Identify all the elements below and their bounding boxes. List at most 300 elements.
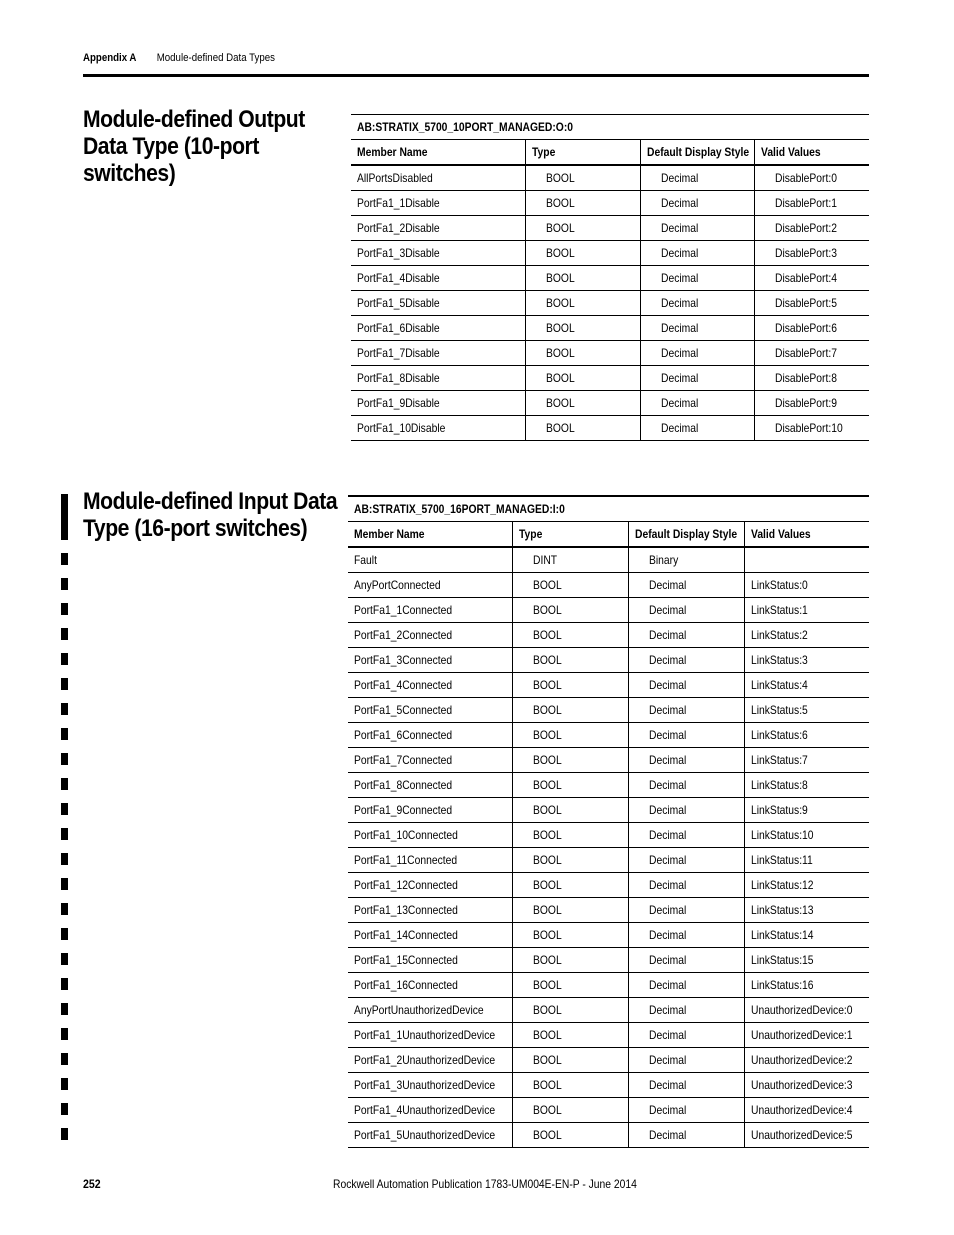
table-cell [628, 973, 744, 998]
table-cell [640, 391, 754, 416]
table-cell-text: Decimal [648, 578, 686, 592]
publication-info: Rockwell Automation Publication 1783-UM004E-EN-P - June 2014 [333, 1177, 637, 1191]
table-cell [525, 216, 640, 241]
table-cell-text: BOOL [532, 978, 562, 992]
table-cell [754, 216, 869, 241]
table-row [348, 773, 869, 798]
table-cell [348, 998, 512, 1023]
table-cell [640, 241, 754, 266]
table-cell [744, 773, 869, 798]
table-cell-text: AllPortsDisabled [357, 171, 433, 185]
table-cell-text: AnyPortConnected [354, 578, 441, 592]
table-cell [348, 1073, 512, 1098]
change-bar-dash [61, 1103, 68, 1115]
table-cell [348, 1048, 512, 1073]
table-cell [525, 241, 640, 266]
table-cell-text: BOOL [532, 653, 562, 667]
column-header-text: Default Display Style [634, 527, 737, 541]
table-cell [348, 1023, 512, 1048]
table-cell-text: PortFa1_1Connected [354, 603, 453, 617]
table-cell [754, 266, 869, 291]
table-cell [348, 923, 512, 948]
table-cell [512, 573, 628, 598]
table-cell-text: PortFa1_7Disable [357, 346, 440, 360]
table-cell-text: PortFa1_16Connected [354, 978, 458, 992]
change-bar-dash [61, 1028, 68, 1040]
table-cell-text: BOOL [545, 171, 575, 185]
table-cell-text: BOOL [532, 1028, 562, 1042]
table-cell [744, 547, 869, 573]
table-cell-text: PortFa1_3Disable [357, 246, 440, 260]
table-cell [744, 798, 869, 823]
table-cell [744, 623, 869, 648]
table-cell-text: Decimal [648, 828, 686, 842]
column-header [525, 140, 640, 166]
change-bar-dash [61, 803, 68, 815]
table-cell-text: LinkStatus:14 [750, 928, 814, 942]
table-cell-text: BOOL [532, 578, 562, 592]
table-cell-text: PortFa1_13Connected [354, 903, 458, 917]
table-cell [348, 848, 512, 873]
change-bar-dash [61, 853, 68, 865]
table-cell-text: PortFa1_10Disable [357, 421, 446, 435]
column-header-text: Type [518, 527, 542, 541]
table-cell-text: DisablePort:9 [774, 396, 837, 410]
table-cell [628, 673, 744, 698]
table-cell-text: Decimal [660, 321, 698, 335]
table-cell-text: DisablePort:3 [774, 246, 837, 260]
table-cell [744, 848, 869, 873]
table-cell [512, 848, 628, 873]
table-row [351, 191, 869, 216]
table-row [348, 948, 869, 973]
table-cell [744, 973, 869, 998]
table-cell [628, 1073, 744, 1098]
table-cell [754, 366, 869, 391]
table-caption [351, 115, 869, 140]
table-cell-text: LinkStatus:15 [750, 953, 814, 967]
table-cell-text: PortFa1_5Connected [354, 703, 453, 717]
table-caption [348, 496, 869, 522]
table-cell [754, 341, 869, 366]
table-cell [348, 723, 512, 748]
table-row [351, 165, 869, 191]
table-cell-text: Decimal [660, 296, 698, 310]
table-cell-text: LinkStatus:4 [750, 678, 808, 692]
table-cell-text: AnyPortUnauthorizedDevice [354, 1003, 484, 1017]
table-cell [351, 216, 525, 241]
table-cell [744, 1123, 869, 1148]
table-cell-text: DisablePort:2 [774, 221, 837, 235]
table-cell [628, 773, 744, 798]
table-cell [348, 823, 512, 848]
table-cell [351, 416, 525, 441]
table-cell-text: BOOL [545, 196, 575, 210]
table-cell-text: Decimal [648, 728, 686, 742]
table-cell [744, 698, 869, 723]
table-cell [348, 773, 512, 798]
table-cell-text: LinkStatus:9 [750, 803, 808, 817]
table-cell [640, 216, 754, 241]
table-cell [351, 341, 525, 366]
table-cell-text: Decimal [648, 978, 686, 992]
table-cell [512, 823, 628, 848]
table-cell [525, 416, 640, 441]
table-cell [525, 165, 640, 191]
table-cell-text: Decimal [648, 628, 686, 642]
table-cell [640, 165, 754, 191]
table-cell-text: BOOL [532, 828, 562, 842]
table-cell [754, 291, 869, 316]
table-cell-text: LinkStatus:7 [750, 753, 808, 767]
table-cell [628, 698, 744, 723]
table-cell-text: BOOL [532, 628, 562, 642]
column-header-text: Valid Values [760, 145, 821, 159]
table-cell-text: PortFa1_12Connected [354, 878, 458, 892]
table-cell [348, 673, 512, 698]
table-row [351, 316, 869, 341]
table-cell-text: Fault [354, 553, 377, 567]
table-row [351, 291, 869, 316]
table-cell [744, 898, 869, 923]
table-cell-text: DisablePort:0 [774, 171, 837, 185]
table-cell [512, 698, 628, 723]
table-row [348, 698, 869, 723]
table-cell-text: BOOL [545, 246, 575, 260]
table-cell [744, 998, 869, 1023]
table-cell [628, 1098, 744, 1123]
table-cell [512, 723, 628, 748]
table-cell-text: UnauthorizedDevice:1 [750, 1028, 853, 1042]
table-cell [628, 823, 744, 848]
table-cell [628, 873, 744, 898]
table-cell-text: PortFa1_1UnauthorizedDevice [354, 1028, 496, 1042]
table-cell [640, 341, 754, 366]
table-cell-text: Decimal [648, 878, 686, 892]
table-cell-text: Decimal [648, 753, 686, 767]
table-cell [628, 748, 744, 773]
header-rule [83, 74, 869, 77]
table-cell-text: Decimal [660, 196, 698, 210]
change-bar-dash [61, 653, 68, 665]
table-cell-text: PortFa1_2Disable [357, 221, 440, 235]
table-cell-text: LinkStatus:13 [750, 903, 814, 917]
table-cell-text: Decimal [648, 653, 686, 667]
table-row [351, 216, 869, 241]
table-cell-text: LinkStatus:8 [750, 778, 808, 792]
table-cell-text: BOOL [532, 803, 562, 817]
table-cell [640, 416, 754, 441]
table-cell [754, 316, 869, 341]
table-cell-text: UnauthorizedDevice:5 [750, 1128, 853, 1142]
table-row [351, 266, 869, 291]
input-section-title: Module-defined Input Data Type (16-port switches) [83, 488, 338, 542]
table-cell [744, 1073, 869, 1098]
change-bar-dash [61, 678, 68, 690]
table-cell-text: Decimal [648, 953, 686, 967]
table-cell-text: PortFa1_9Connected [354, 803, 453, 817]
table-cell [512, 948, 628, 973]
table-cell-text: Decimal [648, 1078, 686, 1092]
table-cell [351, 165, 525, 191]
table-cell-text: UnauthorizedDevice:0 [750, 1003, 853, 1017]
table-cell-text: PortFa1_3UnauthorizedDevice [354, 1078, 496, 1092]
change-bar-dash [61, 778, 68, 790]
table-cell [512, 748, 628, 773]
change-bar-dash [61, 1078, 68, 1090]
column-header [351, 140, 525, 166]
table-cell-text: BOOL [532, 1003, 562, 1017]
table-cell-text: Decimal [648, 703, 686, 717]
table-cell [348, 623, 512, 648]
table-row [348, 573, 869, 598]
table-row [348, 1048, 869, 1073]
table-cell-text: Decimal [648, 903, 686, 917]
table-cell [754, 241, 869, 266]
table-cell [744, 873, 869, 898]
table-cell-text: Decimal [660, 421, 698, 435]
table-row [348, 1098, 869, 1123]
table-cell [744, 948, 869, 973]
table-cell [348, 1098, 512, 1123]
table-cell [512, 1098, 628, 1123]
table-cell-text: BOOL [545, 396, 575, 410]
table-cell [348, 898, 512, 923]
table-cell [348, 1123, 512, 1148]
table-cell [628, 923, 744, 948]
table-cell [640, 366, 754, 391]
table-cell [348, 598, 512, 623]
output-section-title: Module-defined Output Data Type (10-port switches) [83, 106, 305, 187]
table-cell-text: PortFa1_6Disable [357, 321, 440, 335]
table-cell-text: BOOL [545, 271, 575, 285]
change-bar-dash [61, 553, 68, 565]
table-cell [628, 1023, 744, 1048]
change-bar-dash [61, 728, 68, 740]
column-header-text: Default Display Style [646, 145, 749, 159]
table-cell [628, 798, 744, 823]
table-cell [348, 973, 512, 998]
table-row [348, 748, 869, 773]
table-cell-text: PortFa1_2Connected [354, 628, 453, 642]
table-cell [512, 973, 628, 998]
table-cell-text: PortFa1_15Connected [354, 953, 458, 967]
table-row [348, 1073, 869, 1098]
table-cell-text: UnauthorizedDevice:4 [750, 1103, 853, 1117]
change-bar-dash [61, 703, 68, 715]
table-cell-text: BOOL [545, 221, 575, 235]
table-cell-text: PortFa1_6Connected [354, 728, 453, 742]
table-cell [744, 573, 869, 598]
table-cell [744, 748, 869, 773]
table-cell-text: Decimal [660, 271, 698, 285]
table-cell-text: PortFa1_4Connected [354, 678, 453, 692]
table-cell [525, 366, 640, 391]
table-cell [628, 998, 744, 1023]
change-bar-dash [61, 1128, 68, 1140]
table-cell [744, 823, 869, 848]
table-header-row [351, 140, 869, 166]
table-cell-text: Decimal [660, 396, 698, 410]
table-cell [525, 341, 640, 366]
table-cell [744, 1023, 869, 1048]
table-cell [512, 1048, 628, 1073]
table-row [348, 873, 869, 898]
table-caption-text: AB:STRATIX_5700_10PORT_MANAGED:O:0 [357, 120, 574, 134]
change-bar-dash [61, 1053, 68, 1065]
table-cell [744, 1048, 869, 1073]
column-header-text: Member Name [357, 145, 428, 159]
table-cell-text: LinkStatus:2 [750, 628, 808, 642]
table-cell [512, 673, 628, 698]
table-cell [628, 1048, 744, 1073]
table-cell-text: PortFa1_14Connected [354, 928, 458, 942]
table-cell [525, 266, 640, 291]
table-cell [525, 391, 640, 416]
table-cell-text: Decimal [648, 678, 686, 692]
table-row [348, 848, 869, 873]
table-cell [512, 598, 628, 623]
table-cell [351, 191, 525, 216]
table-row [351, 391, 869, 416]
table-cell [640, 291, 754, 316]
column-header [754, 140, 869, 166]
table-cell-text: PortFa1_8Connected [354, 778, 453, 792]
table-cell-text: BOOL [545, 321, 575, 335]
table-cell-text: UnauthorizedDevice:3 [750, 1078, 853, 1092]
table-row [348, 1023, 869, 1048]
table-cell-text: LinkStatus:10 [750, 828, 814, 842]
table-cell [744, 673, 869, 698]
table-row [348, 598, 869, 623]
table-cell [512, 1023, 628, 1048]
table-cell-text: Binary [648, 553, 678, 567]
table-row [351, 366, 869, 391]
change-bar-dash [61, 878, 68, 890]
table-row [348, 547, 869, 573]
table-cell [744, 648, 869, 673]
table-cell-text: PortFa1_9Disable [357, 396, 440, 410]
table-row [348, 923, 869, 948]
table-cell-text: PortFa1_10Connected [354, 828, 458, 842]
table-cell [512, 898, 628, 923]
table-cell [512, 1073, 628, 1098]
table-cell [628, 598, 744, 623]
table-cell-text: DisablePort:1 [774, 196, 837, 210]
table-cell-text: LinkStatus:5 [750, 703, 808, 717]
change-bar-dash [61, 978, 68, 990]
table-cell [628, 723, 744, 748]
table-cell-text: Decimal [648, 778, 686, 792]
table-cell-text: LinkStatus:3 [750, 653, 808, 667]
table-row [351, 341, 869, 366]
table-cell-text: LinkStatus:0 [750, 578, 808, 592]
table-cell [348, 748, 512, 773]
table-cell-text: PortFa1_4UnauthorizedDevice [354, 1103, 496, 1117]
table-cell-text: Decimal [648, 1128, 686, 1142]
table-cell [351, 266, 525, 291]
table-caption-row [348, 496, 869, 522]
table-cell-text: Decimal [648, 1053, 686, 1067]
table-cell [512, 773, 628, 798]
table-row [348, 723, 869, 748]
table-cell-text: LinkStatus:11 [750, 853, 813, 867]
table-cell-text: PortFa1_5UnauthorizedDevice [354, 1128, 496, 1142]
table-row [351, 416, 869, 441]
table-cell [348, 873, 512, 898]
table-row [348, 648, 869, 673]
table-cell-text: PortFa1_5Disable [357, 296, 440, 310]
change-bar-dash [61, 753, 68, 765]
table-cell [628, 573, 744, 598]
table-row [348, 798, 869, 823]
table-cell-text: LinkStatus:16 [750, 978, 814, 992]
table-cell-text: LinkStatus:1 [750, 603, 808, 617]
table-cell-text: Decimal [648, 1103, 686, 1117]
column-header [744, 522, 869, 548]
table-cell-text: Decimal [648, 803, 686, 817]
table-cell [512, 873, 628, 898]
table-cell-text: Decimal [660, 221, 698, 235]
table-caption-row [351, 115, 869, 140]
table-cell-text: Decimal [648, 603, 686, 617]
change-bar-dash [61, 603, 68, 615]
table-cell [628, 648, 744, 673]
table-cell [351, 366, 525, 391]
table-cell-text: PortFa1_2UnauthorizedDevice [354, 1053, 496, 1067]
table-caption-text: AB:STRATIX_5700_16PORT_MANAGED:I:0 [354, 502, 565, 516]
output-table-body [351, 115, 869, 441]
table-cell-text: Decimal [660, 371, 698, 385]
table-cell [348, 573, 512, 598]
table-cell [348, 648, 512, 673]
table-cell [744, 1098, 869, 1123]
column-header [640, 140, 754, 166]
table-cell [744, 923, 869, 948]
table-cell [512, 798, 628, 823]
table-cell-text: BOOL [532, 703, 562, 717]
table-cell-text: Decimal [660, 171, 698, 185]
table-cell-text: BOOL [532, 603, 562, 617]
page-number: 252 [83, 1177, 101, 1191]
table-cell-text: DisablePort:7 [774, 346, 837, 360]
table-cell-text: Decimal [648, 1028, 686, 1042]
table-cell-text: BOOL [532, 753, 562, 767]
table-cell-text: BOOL [545, 296, 575, 310]
table-row [351, 241, 869, 266]
table-row [348, 823, 869, 848]
table-cell-text: PortFa1_11Connected [354, 853, 458, 867]
table-cell-text: BOOL [532, 1103, 562, 1117]
table-cell-text: BOOL [532, 728, 562, 742]
table-cell [351, 391, 525, 416]
running-header [83, 52, 275, 64]
table-cell-text: LinkStatus:6 [750, 728, 808, 742]
table-cell [754, 416, 869, 441]
change-bar-dash [61, 828, 68, 840]
table-cell [754, 391, 869, 416]
table-cell-text: BOOL [532, 853, 562, 867]
table-cell [348, 698, 512, 723]
table-cell [754, 165, 869, 191]
table-cell [525, 191, 640, 216]
column-header-text: Member Name [354, 527, 425, 541]
table-cell-text: BOOL [532, 903, 562, 917]
table-cell [628, 898, 744, 923]
table-cell-text: BOOL [532, 1128, 562, 1142]
table-cell [512, 1123, 628, 1148]
table-cell-text: PortFa1_7Connected [354, 753, 453, 767]
